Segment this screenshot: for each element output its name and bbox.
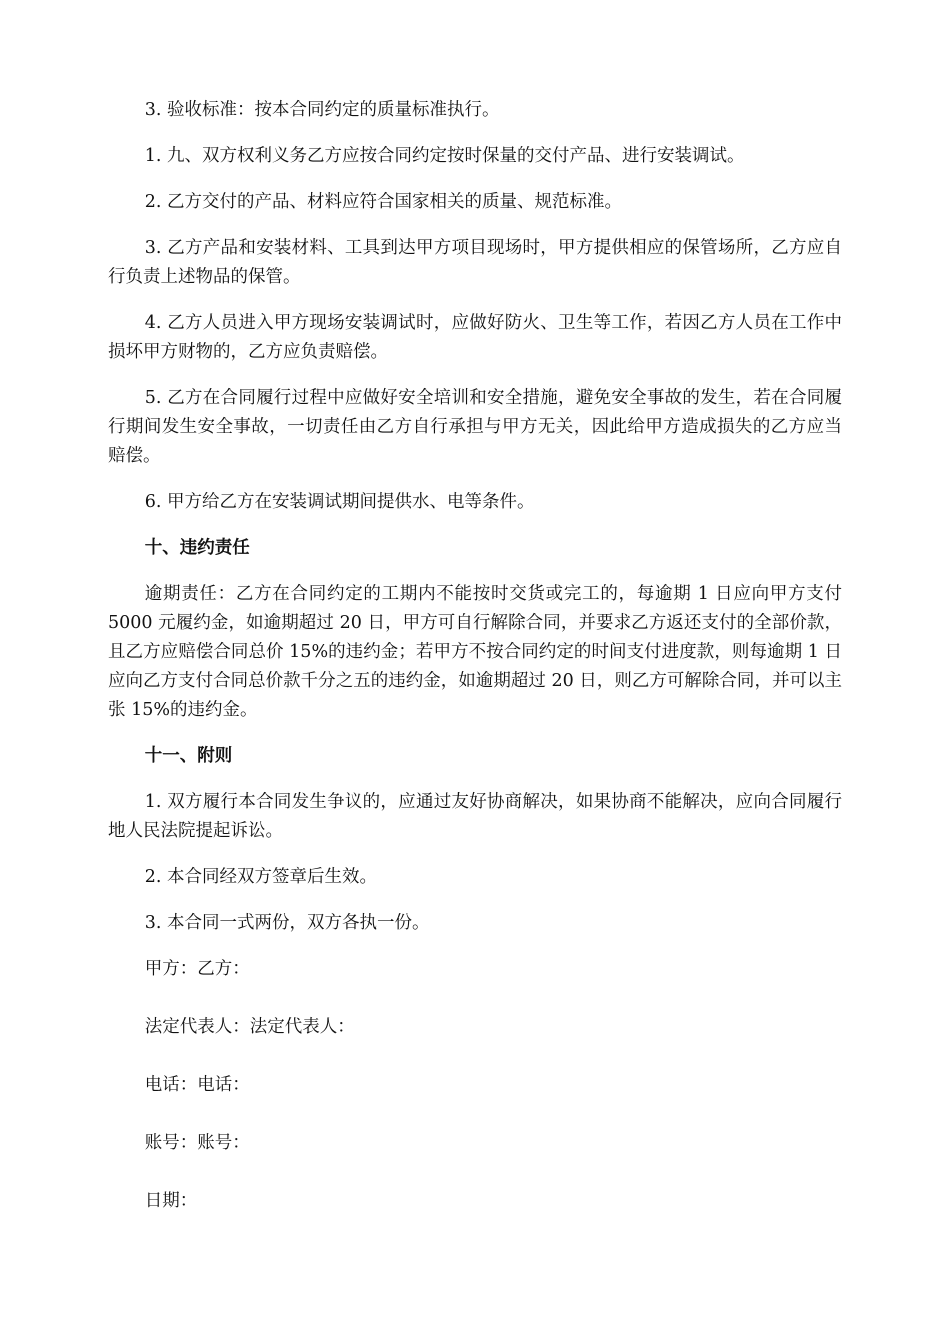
signature-party-line: 甲方：乙方： [144, 959, 250, 979]
signature-date-line: 日期： [144, 1191, 198, 1211]
rights-obligations-paragraph-5: 5. 乙方在合同履行过程中应做好安全培训和安全措施，避免安全事故的发生，若在合同履行期间发生安全事故，一切责任由乙方自行承担与甲方无关，因此给甲方造成损失的乙方应当赔偿。 [108, 388, 842, 466]
rights-obligations-paragraph-6: 6. 甲方给乙方在安装调试期间提供水、电等条件。 [144, 492, 535, 512]
supplementary-item-2: 2. 本合同经双方签章后生效。 [144, 867, 378, 887]
supplementary-item-3: 3. 本合同一式两份，双方各执一份。 [144, 913, 430, 933]
rights-obligations-paragraph-3: 3. 乙方产品和安装材料、工具到达甲方项目现场时，甲方提供相应的保管场所，乙方应自行负责上述物品的保管。 [108, 238, 842, 287]
signature-account-line: 账号：账号： [144, 1133, 250, 1153]
acceptance-standard-paragraph: 3. 验收标准：按本合同约定的质量标准执行。 [144, 100, 500, 120]
section-heading-breach-liability: 十、违约责任 [144, 538, 250, 558]
breach-liability-paragraph: 逾期责任：乙方在合同约定的工期内不能按时交货或完工的，每逾期 1 日应向甲方支付 5000 元履约金，如逾期超过 20 日，甲方可自行解除合同，并要求乙方返还支付的全部价款，且乙方应赔偿合同总价 15%的违约金；若甲方不按合同约定的时间支付进度款，则每逾期 1 日应向乙方支付合同总价款千分之五的违约金，如逾期超过 20 日，则乙方可解除合同，并可以主张 15%的违约金。 [108, 584, 842, 720]
rights-obligations-paragraph-2: 2. 乙方交付的产品、材料应符合国家相关的质量、规范标准。 [144, 192, 623, 212]
signature-phone-line: 电话：电话： [144, 1075, 250, 1095]
signature-representative-line: 法定代表人：法定代表人： [144, 1017, 355, 1037]
supplementary-item-1: 1. 双方履行本合同发生争议的，应通过友好协商解决，如果协商不能解决，应向合同履行地人民法院提起诉讼。 [108, 792, 842, 841]
rights-obligations-paragraph-1: 1. 九、双方权利义务乙方应按合同约定按时保量的交付产品、进行安装调试。 [144, 146, 745, 166]
rights-obligations-paragraph-4: 4. 乙方人员进入甲方现场安装调试时，应做好防火、卫生等工作，若因乙方人员在工作中损坏甲方财物的，乙方应负责赔偿。 [108, 313, 842, 362]
section-heading-supplementary-provisions: 十一、附则 [144, 746, 233, 766]
